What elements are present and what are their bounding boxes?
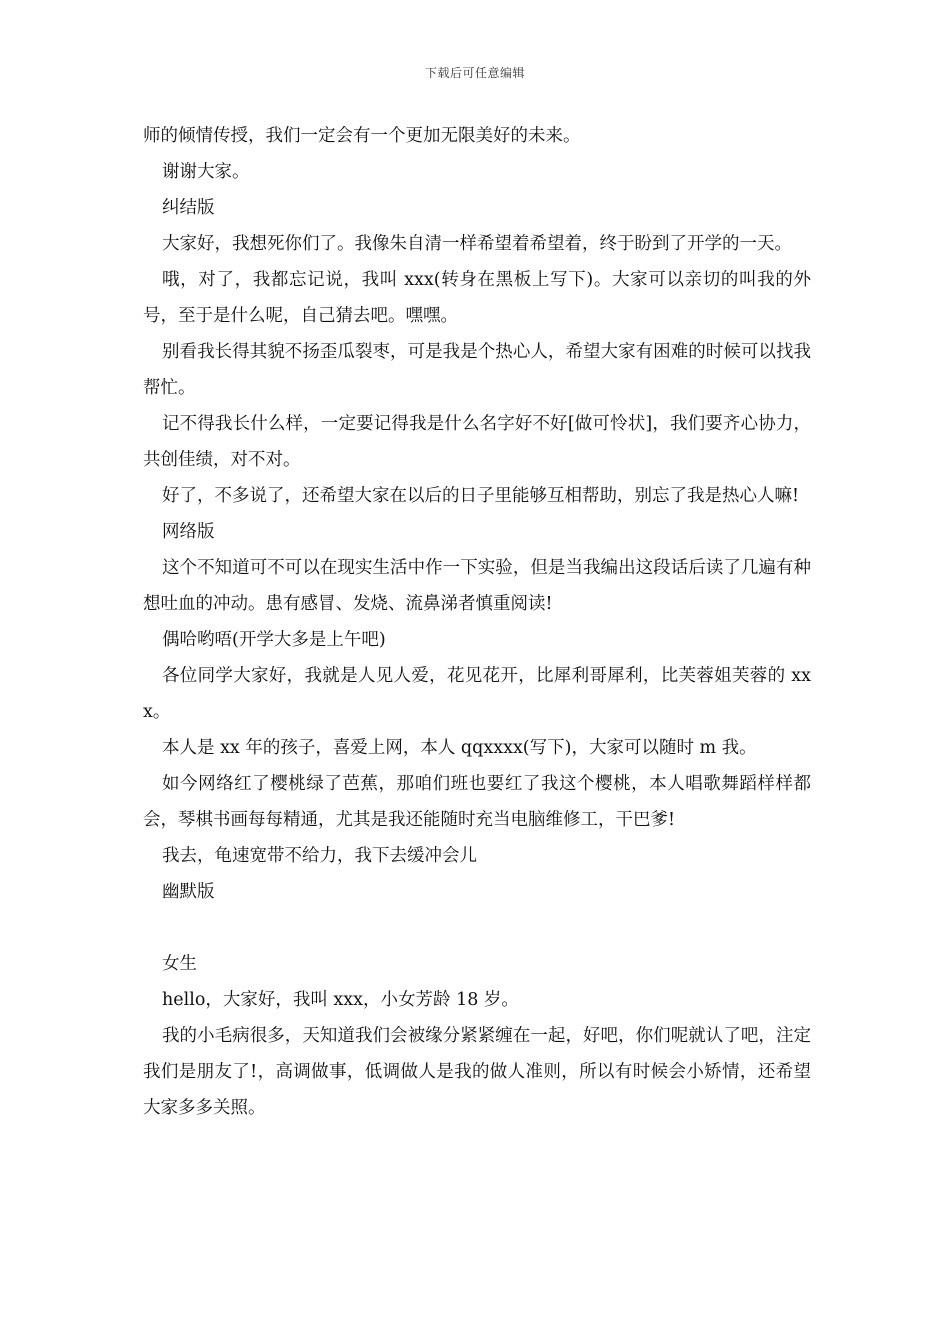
paragraph: 哦，对了，我都忘记说，我叫 xxx(转身在黑板上写下)。大家可以亲切的叫我的外号，至于是什么呢，自己猜去吧。嘿嘿。 — [143, 270, 811, 326]
paragraph: 这个不知道可不可以在现实生活中作一下实验，但是当我编出这段话后读了几遍有种想吐血的冲动。患有感冒、发烧、流鼻涕者慎重阅读! — [143, 558, 811, 614]
paragraph: 如今网络红了樱桃绿了芭蕉，那咱们班也要红了我这个樱桃，本人唱歌舞蹈样样都会，琴棋书画每每精通，尤其是我还能随时充当电脑维修工，干巴爹! — [143, 774, 811, 830]
paragraph: 师的倾情传授，我们一定会有一个更加无限美好的未来。 — [143, 126, 581, 146]
paragraph: 我的小毛病很多，天知道我们会被缘分紧紧缠在一起，好吧，你们呢就认了吧，注定我们是朋友了!，高调做事，低调做人是我的做人准则，所以有时候会小矫情，还希望大家多多关照。 — [143, 1026, 811, 1118]
document-body — [143, 118, 811, 1126]
page-header: 下载后可任意编辑 — [424, 66, 525, 80]
paragraph: 好了，不多说了，还希望大家在以后的日子里能够互相帮助，别忘了我是热心人嘛! — [162, 486, 800, 506]
paragraph: 大家好，我想死你们了。我像朱自清一样希望着希望着，终于盼到了开学的一天。 — [162, 234, 792, 254]
section-heading: 纠结版 — [162, 198, 215, 218]
section-heading: 女生 — [162, 954, 197, 974]
paragraph: 别看我长得其貌不扬歪瓜裂枣，可是我是个热心人，希望大家有困难的时候可以找我帮忙。 — [143, 342, 811, 398]
paragraph: 我去，龟速宽带不给力，我下去缓冲会儿 — [162, 846, 477, 866]
paragraph: 本人是 xx 年的孩子，喜爱上网，本人 qqxxxx(写下)，大家可以随时 m 我。 — [162, 738, 757, 758]
paragraph: 各位同学大家好，我就是人见人爱，花见花开，比犀利哥犀利，比芙蓉姐芙蓉的 xxx。 — [143, 666, 811, 722]
paragraph: 记不得我长什么样，一定要记得我是什么名字好不好[做可怜状]，我们要齐心协力，共创佳绩，对不对。 — [143, 414, 811, 470]
paragraph: 谢谢大家。 — [162, 162, 250, 182]
blank-line — [143, 910, 811, 946]
paragraph: 偶哈哟唔(开学大多是上午吧) — [162, 630, 386, 650]
section-heading: 幽默版 — [162, 882, 215, 902]
paragraph: hello，大家好，我叫 xxx，小女芳龄 18 岁。 — [162, 990, 519, 1010]
section-heading: 网络版 — [162, 522, 215, 542]
